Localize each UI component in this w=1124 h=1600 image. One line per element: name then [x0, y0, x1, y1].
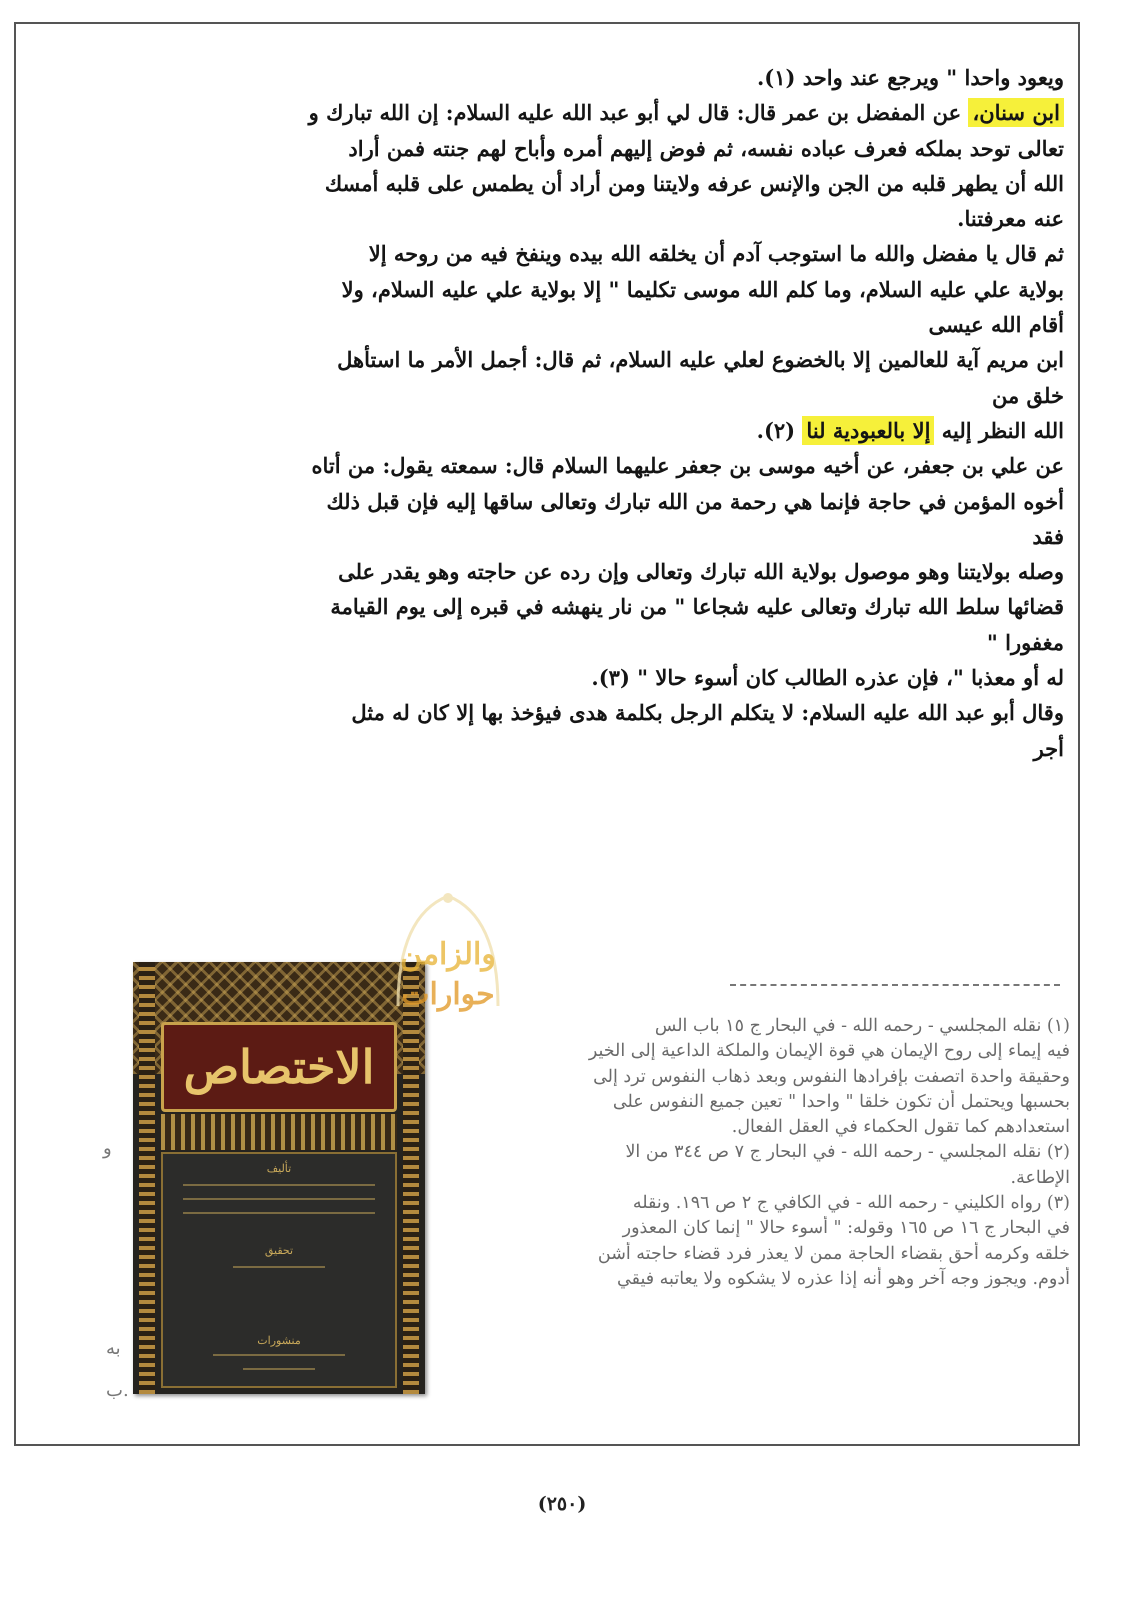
- text-line: [44, 307, 1064, 342]
- text-segment: وصله بولايتنا وهو موصول بولاية الله تبارك وتعالى وإن رده عن حاجته وهو يقدر على: [338, 559, 1064, 585]
- footnotes-block: [420, 1014, 1070, 1292]
- book-text-line: [213, 1354, 345, 1356]
- footnote-line: (١) نقله المجلسي - رحمه الله - في البحار ج ١٥ باب الس: [654, 1016, 1070, 1036]
- footnote-line: (٣) رواه الكليني - رحمه الله - في الكافي ج ٢ ص ١٩٦. ونقله: [632, 1193, 1070, 1214]
- book-ornament-band: [161, 1114, 397, 1150]
- text-line: [44, 342, 1064, 377]
- text-line: [44, 484, 1064, 519]
- text-line: [44, 272, 1064, 307]
- text-line: [44, 166, 1064, 201]
- text-segment: مغفورا ": [986, 629, 1064, 655]
- book-publisher-label: منشورات: [257, 1334, 301, 1347]
- text-line: [44, 378, 1064, 413]
- text-segment: الله أن يطهر قلبه من الجن والإنس عرفه ولايتنا ومن أراد أن يطمس على قلبه أمسك: [324, 170, 1064, 196]
- text-line: [44, 695, 1064, 730]
- book-text-line: [183, 1198, 375, 1200]
- text-line: [44, 448, 1064, 483]
- book-editor-label: تحقيق: [264, 1244, 294, 1257]
- text-segment: أخوه المؤمن في حاجة فإنما هي رحمة من الله تبارك وتعالى ساقها إليه فإن قبل ذلك: [326, 488, 1064, 514]
- footnote-fragment: و: [103, 1138, 112, 1159]
- text-line: [44, 554, 1064, 589]
- footnote-fragment: به: [106, 1338, 121, 1359]
- text-segment: أجر: [1033, 735, 1064, 761]
- text-segment: عن علي بن جعفر، عن أخيه موسى بن جعفر عليهما السلام قال: سمعته يقول: من أتاه: [311, 453, 1064, 479]
- text-line: [44, 625, 1064, 660]
- text-line: [44, 236, 1064, 271]
- text-segment: عنه معرفتنا.: [957, 206, 1064, 232]
- book-author-label: تأليف: [266, 1162, 292, 1175]
- book-cover-image: [133, 962, 425, 1394]
- text-line: [44, 519, 1064, 554]
- watermark-text-2: حوارات: [401, 977, 495, 1012]
- text-segment: عن المفضل بن عمر قال: قال لي أبو عبد الله عليه السلام: إن الله تبارك و: [308, 100, 969, 126]
- text-line: [44, 201, 1064, 236]
- text-segment: (٢).: [756, 417, 803, 443]
- footnote-line: بحسبها ويحتمل أن تكون خلقا " واحدا " تعين جميع النفوس على: [612, 1091, 1070, 1112]
- text-line: [44, 131, 1064, 166]
- text-line: [44, 60, 1064, 95]
- highlighted-text: ابن سنان،: [968, 98, 1064, 127]
- text-line: [44, 660, 1064, 695]
- book-title-panel: [161, 1022, 397, 1112]
- text-segment: ابن مريم آية للعالمين إلا بالخضوع لعلي عليه السلام، ثم قال: أجمل الأمر ما استأهل: [337, 347, 1064, 373]
- text-line: [44, 95, 1064, 130]
- book-text-line: [183, 1184, 375, 1186]
- text-segment: فقد: [1032, 523, 1064, 549]
- text-segment: تعالى توحد بملكه فعرف عباده نفسه، ثم فوض إليهم أمره وأباح لهم جنته فمن أراد: [348, 135, 1064, 161]
- footnote-line: أدوم. ويجوز وجه آخر وهو أنه إذا عذره لا يشكوه ولا يعاتبه فيقي: [617, 1268, 1070, 1289]
- footnote-line: الإطاعة.: [1010, 1167, 1070, 1188]
- footnote-line: خلقه وكرمه أحق بقضاء الحاجة ممن لا يعذر فرد قضاء حاجته أشن: [597, 1243, 1070, 1264]
- book-text-line: [183, 1212, 375, 1214]
- footnote-line: في البحار ج ١٦ ص ١٦٥ وقوله: " أسوء حالا " إنما كان المعذور: [622, 1218, 1070, 1239]
- footnote-line: استعدادهم كما تقول الحكماء في العقل الفعال.: [731, 1117, 1070, 1138]
- footnote-line: فيه إيماء إلى روح الإيمان هي قوة الإيمان والملكة الداعية إلى الخير: [588, 1041, 1070, 1062]
- page-number: (٢٥٠): [537, 1493, 587, 1515]
- main-text-block: [44, 60, 1064, 766]
- highlighted-text: إلا بالعبودية لنا: [802, 416, 934, 445]
- watermark-text-1: والزامن: [400, 937, 496, 972]
- text-line: [44, 731, 1064, 766]
- text-segment: بولاية علي عليه السلام، وما كلم الله موسى تكليما " إلا بولاية علي عليه السلام، ولا: [341, 276, 1064, 302]
- text-segment: ثم قال يا مفضل والله ما استوجب آدم أن يخلقه الله بيده وينفخ فيه من روحه إلا: [368, 241, 1064, 267]
- book-border: [139, 962, 155, 1394]
- text-segment: ويعود واحدا " ويرجع عند واحد (١).: [756, 65, 1064, 90]
- book-border: [403, 962, 419, 1394]
- text-segment: أقام الله عيسى: [928, 312, 1064, 338]
- footnote-fragment: ب.: [106, 1380, 129, 1401]
- text-segment: قضائها سلط الله تبارك وتعالى عليه شجاعا " من نار ينهشه في قبره إلى يوم القيامة: [330, 594, 1064, 620]
- text-segment: له أو معذبا "، فإن عذره الطالب كان أسوء حالا " (٣).: [591, 665, 1064, 691]
- text-segment: الله النظر إليه: [934, 417, 1064, 443]
- footnote-line: وحقيقة واحدة اتصفت بإفرادها النفوس وبعد ذهاب النفوس ترد إلى: [593, 1066, 1070, 1087]
- text-segment: وقال أبو عبد الله عليه السلام: لا يتكلم الرجل بكلمة هدى فيؤخذ بها إلا كان له مثل: [351, 700, 1064, 726]
- footnote-line: (٢) نقله المجلسي - رحمه الله - في البحار ج ٧ ص ٣٤٤ من الا: [625, 1142, 1070, 1163]
- book-title: الاختصاص: [183, 1040, 375, 1094]
- text-segment: خلق من: [992, 382, 1064, 408]
- text-line: [44, 589, 1064, 624]
- book-text-line: [233, 1266, 325, 1268]
- text-line: [44, 413, 1064, 448]
- book-cover-body: [161, 1152, 397, 1388]
- footnote-separator: [730, 984, 1060, 986]
- book-text-line: [243, 1368, 315, 1370]
